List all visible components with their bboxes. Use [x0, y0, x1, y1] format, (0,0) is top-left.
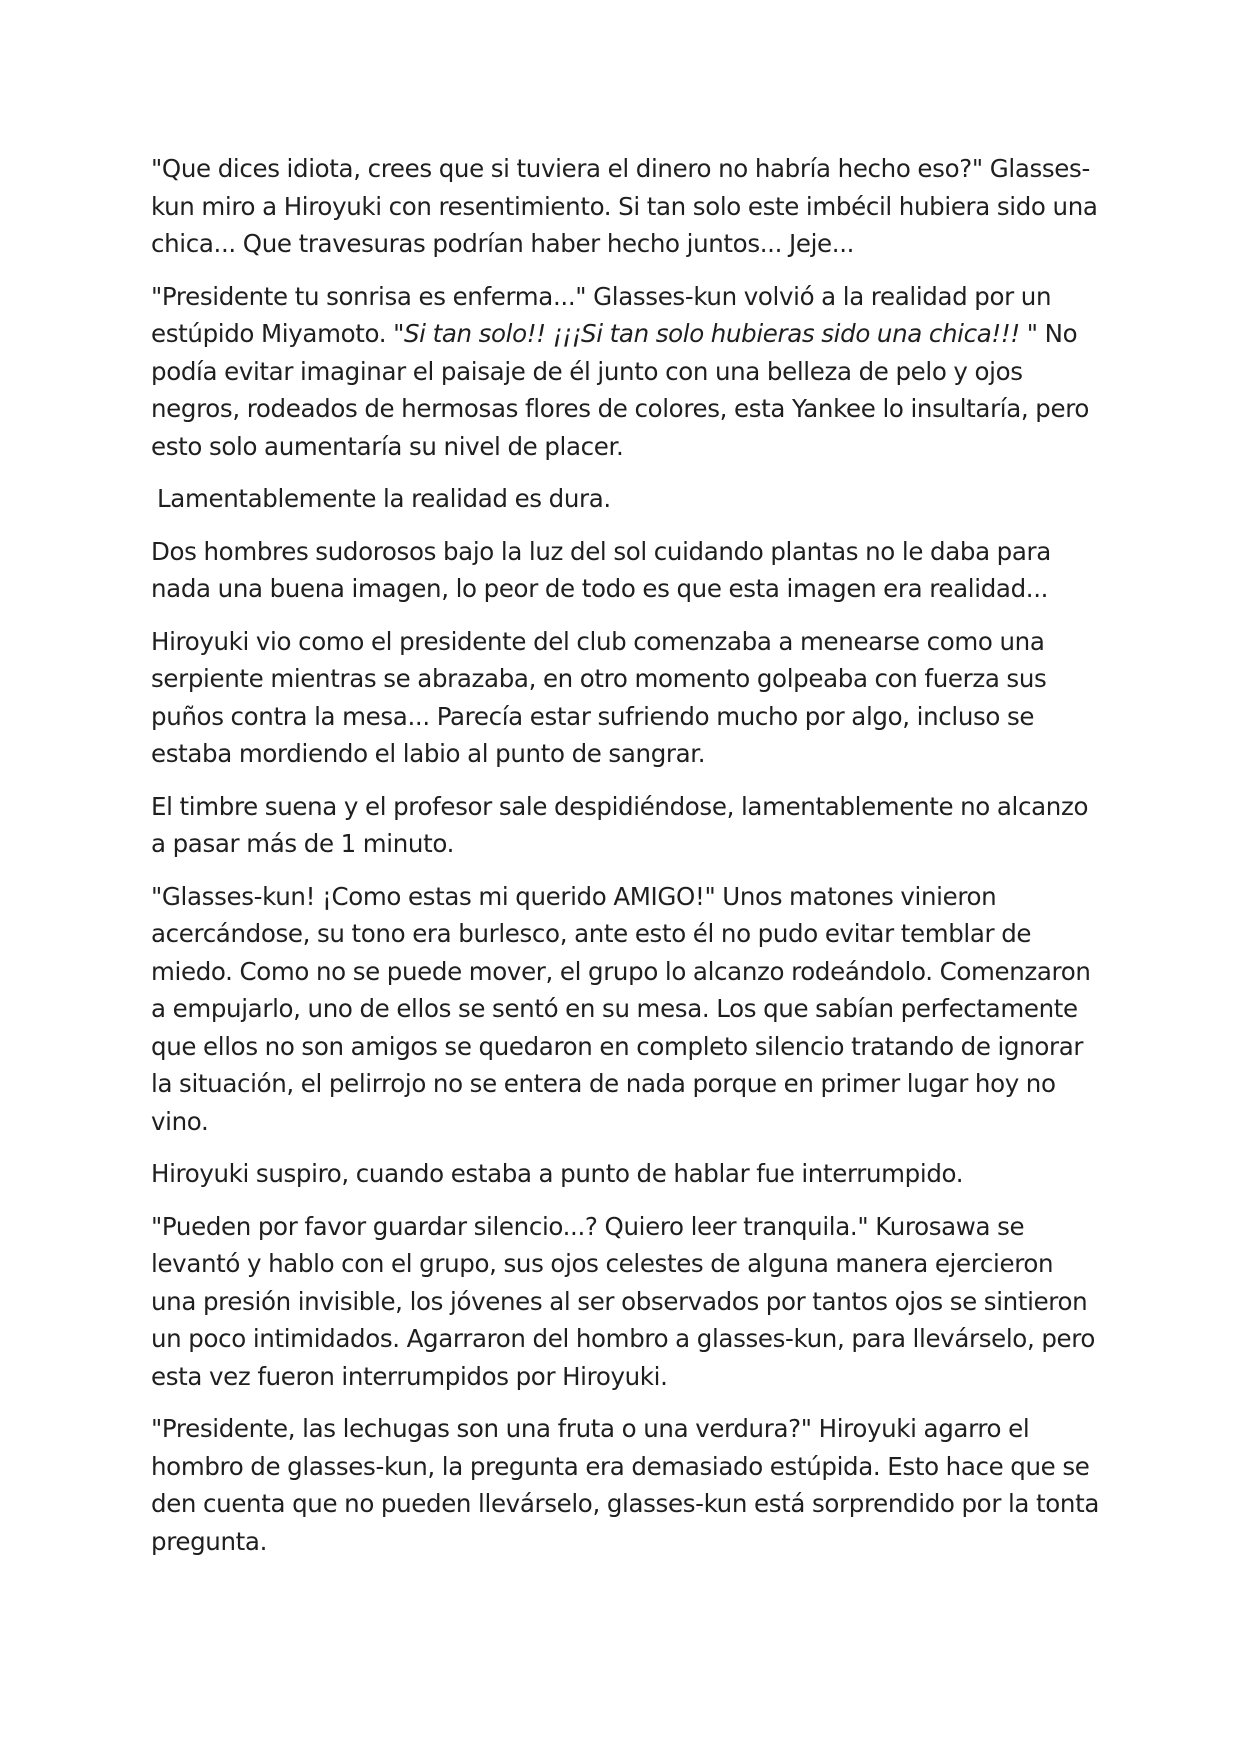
paragraph-6: El timbre suena y el profesor sale despidiéndose, lamentablemente no alcanzo a pasar más de 1 minuto.: [151, 791, 1089, 858]
document-body: [151, 150, 1101, 1575]
paragraph-2: [151, 278, 1101, 466]
paragraph-2-text-end: " No podía evitar imaginar el paisaje de él junto con una belleza de pelo y ojos negros, rodeados de hermosas flores de colores, esta Yankee lo insultaría, pero esto solo aumentaría su nivel de placer.: [151, 319, 1090, 461]
paragraph-9: "Pueden por favor guardar silencio...? Quiero leer tranquila." Kurosawa se levantó y hablo con el grupo, sus ojos celestes de alguna manera ejercieron una presión invisible, los jóvenes al ser observados por tantos ojos se sintieron un poco intimidados. Agarraron del hombro a glasses-kun, para llevárselo, pero esta vez fueron interrumpidos por Hiroyuki.: [151, 1211, 1096, 1391]
paragraph-8: Hiroyuki suspiro, cuando estaba a punto de hablar fue interrumpido.: [151, 1159, 964, 1188]
paragraph-1: "Que dices idiota, crees que si tuviera el dinero no habría hecho eso?" Glasses-kun miro a Hiroyuki con resentimiento. Si tan solo este imbécil hubiera sido una chica... Que travesuras podrían haber hecho juntos... Jeje...: [151, 154, 1098, 258]
paragraph-4: Dos hombres sudorosos bajo la luz del sol cuidando plantas no le daba para nada una buena imagen, lo peor de todo es que esta imagen era realidad...: [151, 536, 1051, 603]
paragraph-7: "Glasses-kun! ¡Como estas mi querido AMIGO!" Unos matones vinieron acercándose, su tono era burlesco, ante esto él no pudo evitar temblar de miedo. Como no se puede mover, el grupo lo alcanzo rodeándolo. Comenzaron a empujarlo, uno de ellos se sentó en su mesa. Los que sabían perfectamente que ellos no son amigos se quedaron en completo silencio tratando de ignorar la situación, el pelirrojo no se entera de nada porque en primer lugar hoy no vino.: [151, 881, 1091, 1136]
paragraph-2-italic-thought: Si tan solo!! ¡¡¡Si tan solo hubieras sido una chica!!!: [403, 319, 1027, 348]
paragraph-3: Lamentablemente la realidad es dura.: [157, 484, 611, 513]
paragraph-10: "Presidente, las lechugas son una fruta o una verdura?" Hiroyuki agarro el hombro de glasses-kun, la pregunta era demasiado estúpida. Esto hace que se den cuenta que no pueden llevárselo, glasses-kun está sorprendido por la tonta pregunta.: [151, 1414, 1100, 1556]
paragraph-2-text-start: "Presidente tu sonrisa es enferma..." Glasses-kun volvió a la realidad por un estúpido Miyamoto. ": [151, 281, 1052, 348]
paragraph-5: Hiroyuki vio como el presidente del club comenzaba a menearse como una serpiente mientras se abrazaba, en otro momento golpeaba con fuerza sus puños contra la mesa... Parecía estar sufriendo mucho por algo, incluso se estaba mordiendo el labio al punto de sangrar.: [151, 626, 1047, 768]
